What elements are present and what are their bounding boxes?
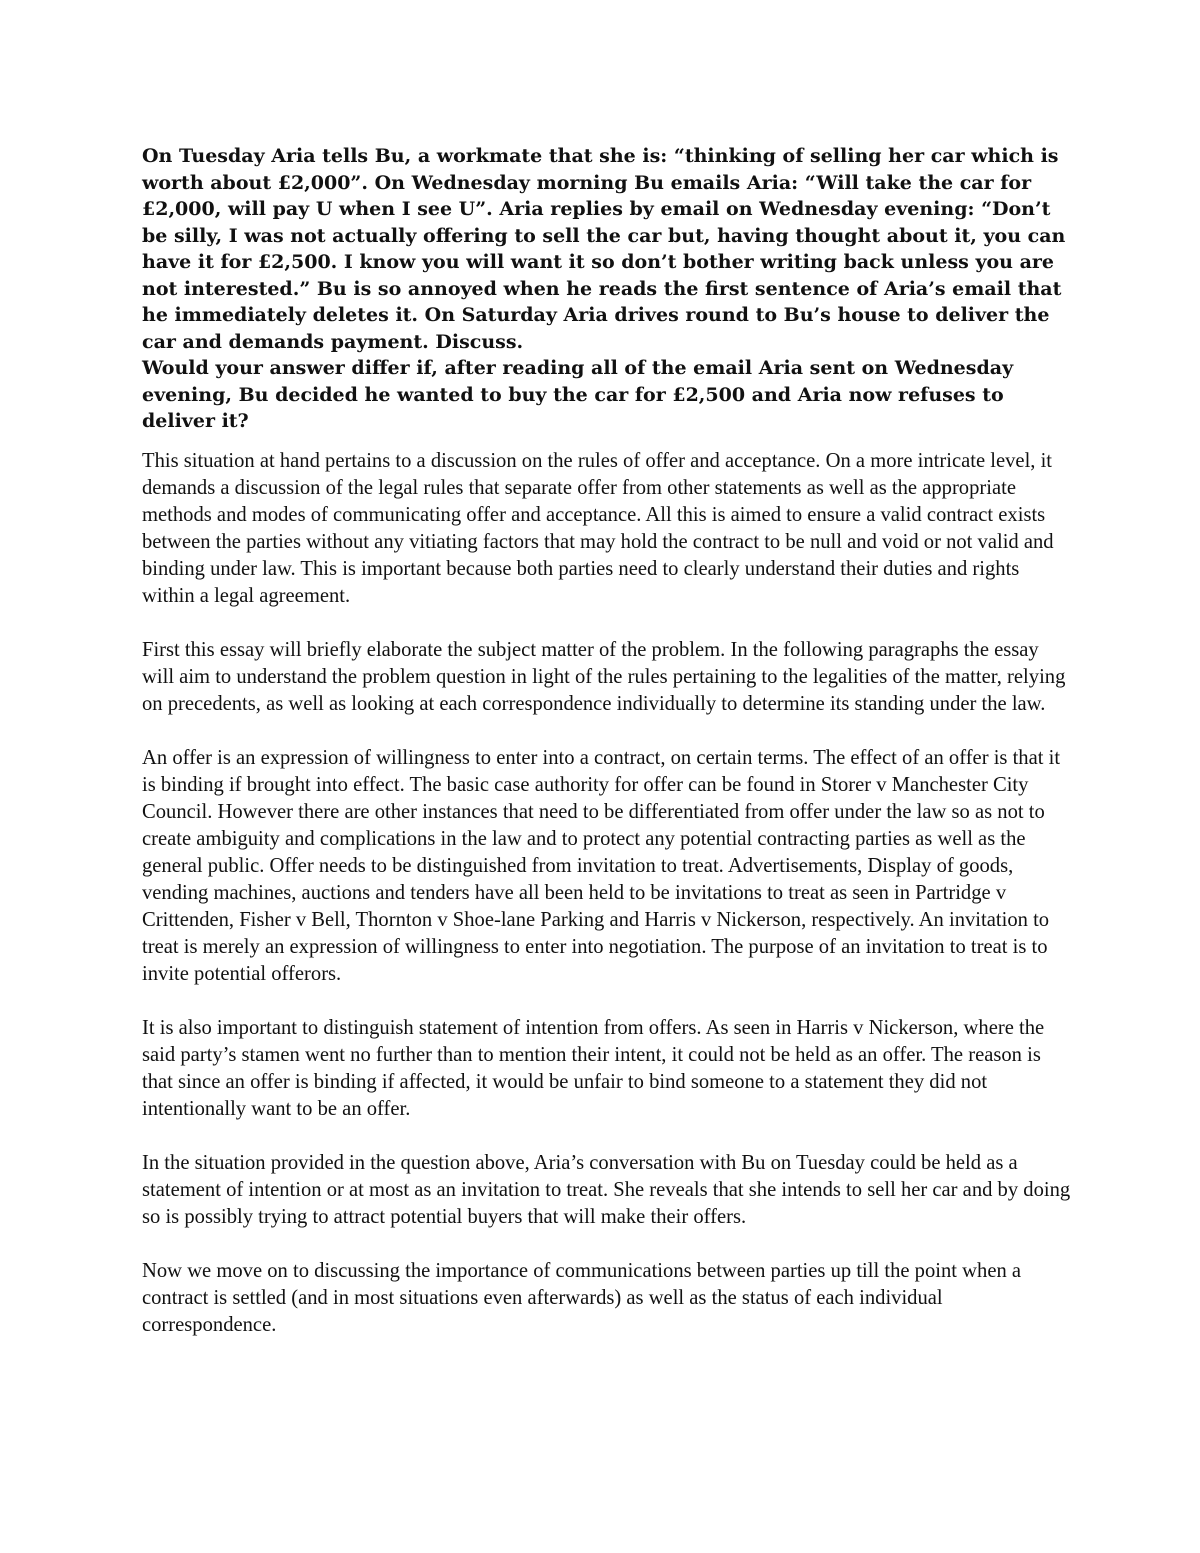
essay-paragraph-application: In the situation provided in the question above, Aria’s conversation with Bu on Tuesday could be held as a statement of intention or at most as an invitation to treat. She reveals that she intends to sell her car and by doing so is possibly trying to attract potential buyers that will make their offers. bbox=[142, 1151, 1071, 1228]
question-paragraph: On Tuesday Aria tells Bu, a workmate that she is: “thinking of selling her car which is worth about £2,000”. On Wednesday morning Bu emails Aria: “Will take the car for £2,000, will pay U when I see U”. Aria replies by email on Wednesday evening: “Don’t be silly, I was not actually offering to sell the car but, having thought about it, you can have it for £2,500. I know you will want it so don’t bother writing back unless you are not interested.” Bu is so annoyed when he reads the first sentence of Aria’s email that he immediately deletes it. On Saturday Aria drives round to Bu’s house to deliver the car and demands payment. Discuss. bbox=[142, 145, 1066, 353]
problem-question bbox=[142, 143, 1072, 435]
essay-paragraph-intention: It is also important to distinguish statement of intention from offers. As seen in Harris v Nickerson, where the said party’s stamen went no further than to mention their intent, it could not be held as an offer. The reason is that since an offer is binding if affected, it would be unfair to bind someone to a statement they did not intentionally want to be an offer. bbox=[142, 1016, 1045, 1120]
question-follow-up: Would your answer differ if, after reading all of the email Aria sent on Wednesday evening, Bu decided he wanted to buy the car for £2,500 and Aria now refuses to deliver it? bbox=[142, 357, 1014, 432]
essay-paragraph-communications: Now we move on to discussing the importance of communications between parties up till the point when a contract is settled (and in most situations even afterwards) as well as the status of each individual correspondence. bbox=[142, 1259, 1022, 1336]
essay-body bbox=[142, 448, 1072, 1339]
essay-paragraph-offer: An offer is an expression of willingness to enter into a contract, on certain terms. The effect of an offer is that it is binding if brought into effect. The basic case authority for offer can be found in Storer v Manchester City Council. However there are other instances that need to be differentiated from offer under the law so as not to create ambiguity and complications in the law and to protect any potential contracting parties as well as the general public. Offer needs to be distinguished from invitation to treat. Advertisements, Display of goods, vending machines, auctions and tenders have all been held to be invitations to treat as seen in Partridge v Crittenden, Fisher v Bell, Thornton v Shoe-lane Parking and Harris v Nickerson, respectively. An invitation to treat is merely an expression of willingness to enter into negotiation. The purpose of an invitation to treat is to invite potential offerors. bbox=[142, 746, 1061, 985]
document-page bbox=[142, 143, 1072, 1366]
essay-paragraph-structure: First this essay will briefly elaborate the subject matter of the problem. In the following paragraphs the essay will aim to understand the problem question in light of the rules pertaining to the legalities of the matter, relying on precedents, as well as looking at each correspondence individually to determine its standing under the law. bbox=[142, 638, 1066, 715]
essay-paragraph-introduction: This situation at hand pertains to a discussion on the rules of offer and acceptance. On a more intricate level, it demands a discussion of the legal rules that separate offer from other statements as well as the appropriate methods and modes of communicating offer and acceptance. All this is aimed to ensure a valid contract exists between the parties without any vitiating factors that may hold the contract to be null and void or not valid and binding under law. This is important because both parties need to clearly understand their duties and rights within a legal agreement. bbox=[142, 449, 1054, 607]
